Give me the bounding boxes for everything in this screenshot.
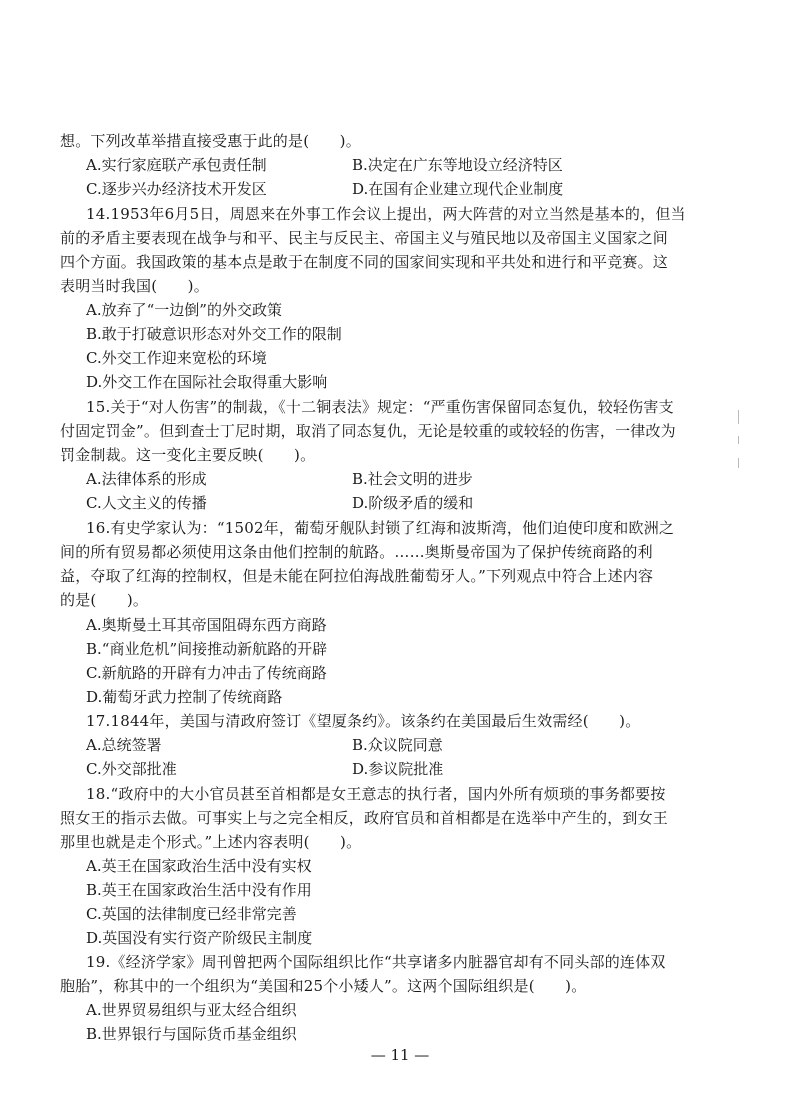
scan-mark — [738, 436, 739, 444]
q16-stem-line: 益，夺取了红海的控制权，但是未能在阿拉伯海战胜葡萄牙人。”下列观点中符合上述内容 — [60, 567, 654, 585]
q19-stem-line: 19.《经济学家》周刊曾把两个国际组织比作“共享诸多内脏器官却有不同头部的连体双 — [86, 953, 666, 971]
q18-option-a: A.英王在国家政治生活中没有实权 — [86, 857, 312, 875]
scan-mark — [738, 458, 739, 468]
q13-option-c: C.逐步兴办经济技术开发区 — [86, 180, 267, 198]
q18-stem-line: 照女王的指示去做。可事实上与之完全相反，政府官员和首相都是在选举中产生的，到女王 — [60, 809, 669, 827]
q17-option-c: C.外交部批准 — [86, 760, 177, 778]
q16-option-c: C.新航路的开辟有力冲击了传统商路 — [86, 664, 327, 682]
q15-option-d: D.阶级矛盾的缓和 — [352, 494, 474, 512]
q18-stem-line: 那里也就是走个形式。”上述内容表明( )。 — [60, 833, 362, 851]
q19-option-a: A.世界贸易组织与亚太经合组织 — [86, 1001, 297, 1019]
q17-option-b: B.众议院同意 — [352, 736, 443, 754]
q16-option-a: A.奥斯曼土耳其帝国阻碍东西方商路 — [86, 616, 327, 634]
q14-stem-line: 四个方面。我国政策的基本点是敢于在制度不同的国家间实现和平共处和进行和平竞赛。这 — [60, 253, 669, 271]
q18-option-c: C.英国的法律制度已经非常完善 — [86, 905, 297, 923]
q15-stem-line: 罚金制裁。这一变化主要反映( )。 — [60, 446, 316, 464]
q14-option-b: B.敢于打破意识形态对外交工作的限制 — [86, 325, 342, 343]
q16-stem-line: 的是( )。 — [60, 591, 149, 609]
q14-stem-line: 表明当时我国( )。 — [60, 277, 209, 295]
scan-mark — [738, 410, 739, 424]
q19-option-b: B.世界银行与国际货币基金组织 — [86, 1025, 297, 1043]
q15-option-c: C.人文主义的传播 — [86, 494, 207, 512]
q13-option-a: A.实行家庭联产承包责任制 — [86, 156, 267, 174]
q14-stem-line: 前的矛盾主要表现在战争与和平、民主与反民主、帝国主义与殖民地以及帝国主义国家之间 — [60, 229, 669, 247]
q15-stem-line: 15.关于“对人伤害”的制裁，《十二铜表法》规定：“严重伤害保留同态复仇，较轻伤害支 — [86, 398, 674, 416]
q13-option-b: B.决定在广东等地设立经济特区 — [352, 156, 563, 174]
q18-option-d: D.英国没有实行资产阶级民主制度 — [86, 929, 313, 947]
q17-option-a: A.总统签署 — [86, 736, 162, 754]
q17-stem-line: 17.1844年，美国与清政府签订《望厦条约》。该条约在美国最后生效需经( )。 — [86, 712, 641, 730]
q14-option-d: D.外交工作在国际社会取得重大影响 — [86, 373, 328, 391]
q14-option-c: C.外交工作迎来宽松的环境 — [86, 349, 267, 367]
q15-option-a: A.法律体系的形成 — [86, 470, 207, 488]
q18-option-b: B.英王在国家政治生活中没有作用 — [86, 881, 312, 899]
q18-stem-line: 18.“政府中的大小官员甚至首相都是女王意志的执行者，国内外所有烦琐的事务都要按 — [86, 785, 666, 803]
q16-stem-line: 间的所有贸易都必须使用这条由他们控制的航路。……奥斯曼帝国为了保护传统商路的利 — [60, 543, 653, 561]
q15-stem-line: 付固定罚金”。但到查士丁尼时期，取消了同态复仇，无论是较重的或较轻的伤害，一律改为 — [60, 422, 676, 440]
q15-option-b: B.社会文明的进步 — [352, 470, 473, 488]
q13-option-d: D.在国有企业建立现代企业制度 — [352, 180, 564, 198]
q16-option-d: D.葡萄牙武力控制了传统商路 — [86, 688, 283, 706]
q19-stem-line: 胞胎”，称其中的一个组织为“美国和25个小矮人”。这两个国际组织是( )。 — [60, 977, 587, 995]
q16-option-b: B.“商业危机”间接推动新航路的开辟 — [86, 640, 328, 658]
q14-option-a: A.放弃了“一边倒”的外交政策 — [86, 301, 282, 319]
q17-option-d: D.参议院批准 — [352, 760, 444, 778]
q16-stem-line: 16.有史学家认为：“1502年，葡萄牙舰队封锁了红海和波斯湾，他们迫使印度和欧洲之 — [86, 519, 675, 537]
q14-stem-line: 14.1953年6月5日，周恩来在外事工作会议上提出，两大阵营的对立当然是基本的，但当 — [86, 205, 686, 223]
q13-stem-tail: 想。下列改革举措直接受惠于此的是( )。 — [60, 132, 361, 150]
page-number: — 11 — — [370, 1046, 430, 1064]
